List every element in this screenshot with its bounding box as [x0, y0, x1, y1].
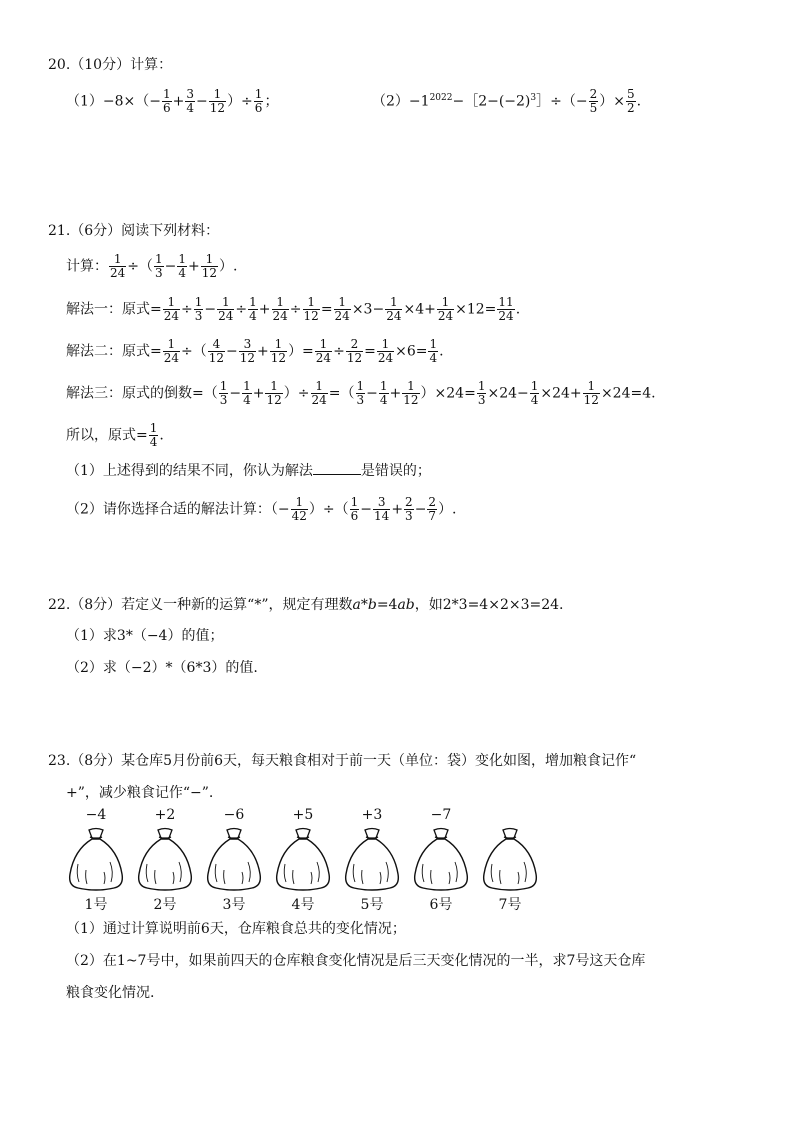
- fraction: $\frac{1}{24}$: [163, 337, 180, 365]
- grain-bag-7: [480, 806, 540, 914]
- fraction: $\frac{1}{4}$: [530, 379, 539, 407]
- fraction: $\frac{1}{3}$: [155, 252, 163, 280]
- q21-conclusion: 所以，原式= $\frac{1}{4}$ .: [66, 421, 164, 449]
- fraction: $\frac{1}{4}$: [249, 295, 257, 323]
- q21-calc: 计算： $\frac{1}{24}$ ÷（ $\frac{1}{3}$ − $\frac{1}{4}$ + $\frac{1}{12}$ ）.: [66, 252, 238, 280]
- fraction: $\frac{1}{4}$: [178, 252, 187, 280]
- grain-bag-icon: [480, 824, 540, 894]
- fraction: $\frac{1}{12}$: [270, 337, 287, 365]
- q23-sub2-line1: （2）在1~7号中，如果前四天的仓库粮食变化情况是后三天变化情况的一半，求7号这天仓库: [66, 953, 646, 969]
- q21-sub2: （2）请你选择合适的解法计算：（− $\frac{1}{42}$ ）÷（ $\frac{1}{6}$ − $\frac{3}{14}$ + $\frac{2}{3}$ − $\frac{2}{7}$ ）.: [66, 495, 457, 523]
- grain-bag-1: [66, 806, 126, 914]
- bag-day-label: 5号: [360, 897, 384, 913]
- q23-header-line2: +”，减少粮食记作“−”.: [66, 785, 214, 801]
- q21-solution3: 解法三：原式的倒数=（ $\frac{1}{3}$ − $\frac{1}{4}$ + $\frac{1}{12}$ ）÷ $\frac{1}{24}$ =（ $\frac{1}{3}$ − $\frac{1}{4}$ + $\frac{1}{12}$ ）×24= $\frac{1}{3}$ ×24− $\frac{1}{4}$ ×24+ $\frac{1}{12}$ ×24=4.: [66, 379, 656, 407]
- q22-sub2: （2）求（−2）*（6*3）的值.: [66, 660, 258, 676]
- grain-bag-icon: [342, 824, 402, 894]
- answer-blank[interactable]: [313, 462, 361, 475]
- fraction: $\frac{1}{12}$: [266, 379, 282, 407]
- fraction: $\frac{11}{24}$: [498, 295, 514, 323]
- q20-part2: $(2)-1^{2022}-[2-(-2)^3]\div(-$ $\frac{2}{5}$ ）× $\frac{5}{2}$ .: [372, 87, 642, 115]
- fraction: $\frac{1}{3}$: [194, 295, 203, 323]
- grain-bag-icon: [411, 824, 471, 894]
- fraction: $\frac{1}{4}$: [429, 337, 438, 365]
- bag-day-label: 7号: [498, 897, 522, 913]
- fraction: $\frac{1}{12}$: [201, 252, 218, 280]
- bag-change-value: +3: [361, 807, 383, 823]
- q22-header: 22.（8分）若定义一种新的运算“*”，规定有理数a*b=4ab，如2*3=4×2×3=24.: [48, 597, 564, 613]
- bag-change-value: [480, 806, 540, 824]
- fraction: $\frac{1}{12}$: [403, 379, 419, 407]
- bag-day-label: 6号: [429, 897, 453, 913]
- q23-header-line1: 23.（8分）某仓库5月份前6天，每天粮食相对于前一天（单位：袋）变化如图，增加粮食记作“: [48, 753, 637, 769]
- fraction: $\frac{1}{4}$: [149, 421, 158, 449]
- grain-bag-icon: [66, 824, 126, 894]
- fraction: $\frac{2}{7}$: [428, 495, 437, 523]
- grain-bag-4: [273, 806, 333, 914]
- fraction: $\frac{1}{4}$: [379, 379, 388, 407]
- fraction: $\frac{1}{24}$: [437, 295, 454, 323]
- fraction: $\frac{1}{24}$: [311, 379, 327, 407]
- fraction: $\frac{1}{12}$: [303, 295, 319, 323]
- fraction: $\frac{1}{6}$: [254, 87, 263, 115]
- q20-p1-a: −8×（−: [102, 93, 162, 110]
- fraction: $\frac{4}{12}$: [208, 337, 225, 365]
- grain-bag-icon: [135, 824, 195, 894]
- q20-p1-label: （1）: [66, 93, 103, 110]
- grain-bag-3: [204, 806, 264, 914]
- q22-sub1: （1）求3*（−4）的值；: [66, 628, 224, 644]
- fraction: $\frac{1}{24}$: [386, 295, 402, 323]
- fraction: $\frac{2}{12}$: [346, 337, 363, 365]
- bag-change-value: −6: [223, 807, 245, 823]
- fraction: $\frac{3}{12}$: [239, 337, 256, 365]
- bag-day-label: 4号: [291, 897, 315, 913]
- fraction: $\frac{1}{12}$: [209, 87, 226, 115]
- fraction: $\frac{1}{6}$: [163, 87, 171, 115]
- grain-bag-icon: [204, 824, 264, 894]
- fraction: $\frac{1}{24}$: [163, 295, 180, 323]
- bag-change-value: −7: [430, 807, 452, 823]
- fraction: $\frac{1}{4}$: [243, 379, 251, 407]
- bag-day-label: 3号: [222, 897, 246, 913]
- fraction: $\frac{3}{4}$: [186, 87, 195, 115]
- q21-solution1: 解法一：原式= $\frac{1}{24}$ ÷ $\frac{1}{3}$ − $\frac{1}{24}$ ÷ $\frac{1}{4}$ + $\frac{1}{24}$ ÷ $\frac{1}{12}$ = $\frac{1}{24}$ ×3− $\frac{1}{24}$ ×4+ $\frac{1}{24}$ ×12= $\frac{11}{24}$ .: [66, 295, 521, 323]
- fraction: $\frac{1}{24}$: [218, 295, 234, 323]
- bag-change-value: +5: [292, 807, 314, 823]
- bag-change-value: +2: [154, 807, 176, 823]
- bag-day-label: 2号: [153, 897, 177, 913]
- fraction: $\frac{1}{24}$: [334, 295, 350, 323]
- fraction: $\frac{2}{5}$: [589, 87, 598, 115]
- q23-sub2-line2: 粮食变化情况.: [66, 985, 155, 1001]
- q20-header: 20.（10分）计算：: [48, 57, 173, 73]
- fraction: $\frac{1}{12}$: [583, 379, 599, 407]
- q21-header: 21.（6分）阅读下列材料：: [48, 223, 220, 239]
- fraction: $\frac{1}{6}$: [350, 495, 359, 523]
- bag-change-value: −4: [85, 807, 107, 823]
- fraction: $\frac{1}{24}$: [377, 337, 394, 365]
- fraction: $\frac{1}{24}$: [110, 252, 126, 280]
- grain-bag-icon: [273, 824, 333, 894]
- fraction: $\frac{1}{3}$: [356, 379, 365, 407]
- fraction: $\frac{1}{24}$: [315, 337, 332, 365]
- grain-bag-6: [411, 806, 471, 914]
- grain-bag-5: [342, 806, 402, 914]
- q21-solution2: 解法二：原式= $\frac{1}{24}$ ÷（ $\frac{4}{12}$ − $\frac{3}{12}$ + $\frac{1}{12}$ ）= $\frac{1}{24}$ ÷ $\frac{2}{12}$ = $\frac{1}{24}$ ×6= $\frac{1}{4}$ .: [66, 337, 444, 365]
- fraction: $\frac{1}{3}$: [219, 379, 228, 407]
- fraction: $\frac{1}{3}$: [477, 379, 486, 407]
- fraction: $\frac{5}{2}$: [626, 87, 635, 115]
- fraction: $\frac{3}{14}$: [374, 495, 390, 523]
- fraction: $\frac{1}{24}$: [272, 295, 288, 323]
- fraction: $\frac{1}{42}$: [291, 495, 307, 523]
- q23-sub1: （1）通过计算说明前6天，仓库粮食总共的变化情况；: [66, 921, 406, 937]
- grain-bag-2: [135, 806, 195, 914]
- q20-part1: （1）−8×（− $\frac{1}{6}$ + $\frac{3}{4}$ − $\frac{1}{12}$ ）÷ $\frac{1}{6}$ ；: [66, 87, 279, 115]
- fraction: $\frac{2}{3}$: [405, 495, 413, 523]
- bag-day-label: 1号: [84, 897, 108, 913]
- q21-sub1: （1）上述得到的结果不同，你认为解法 是错误的；: [66, 463, 431, 479]
